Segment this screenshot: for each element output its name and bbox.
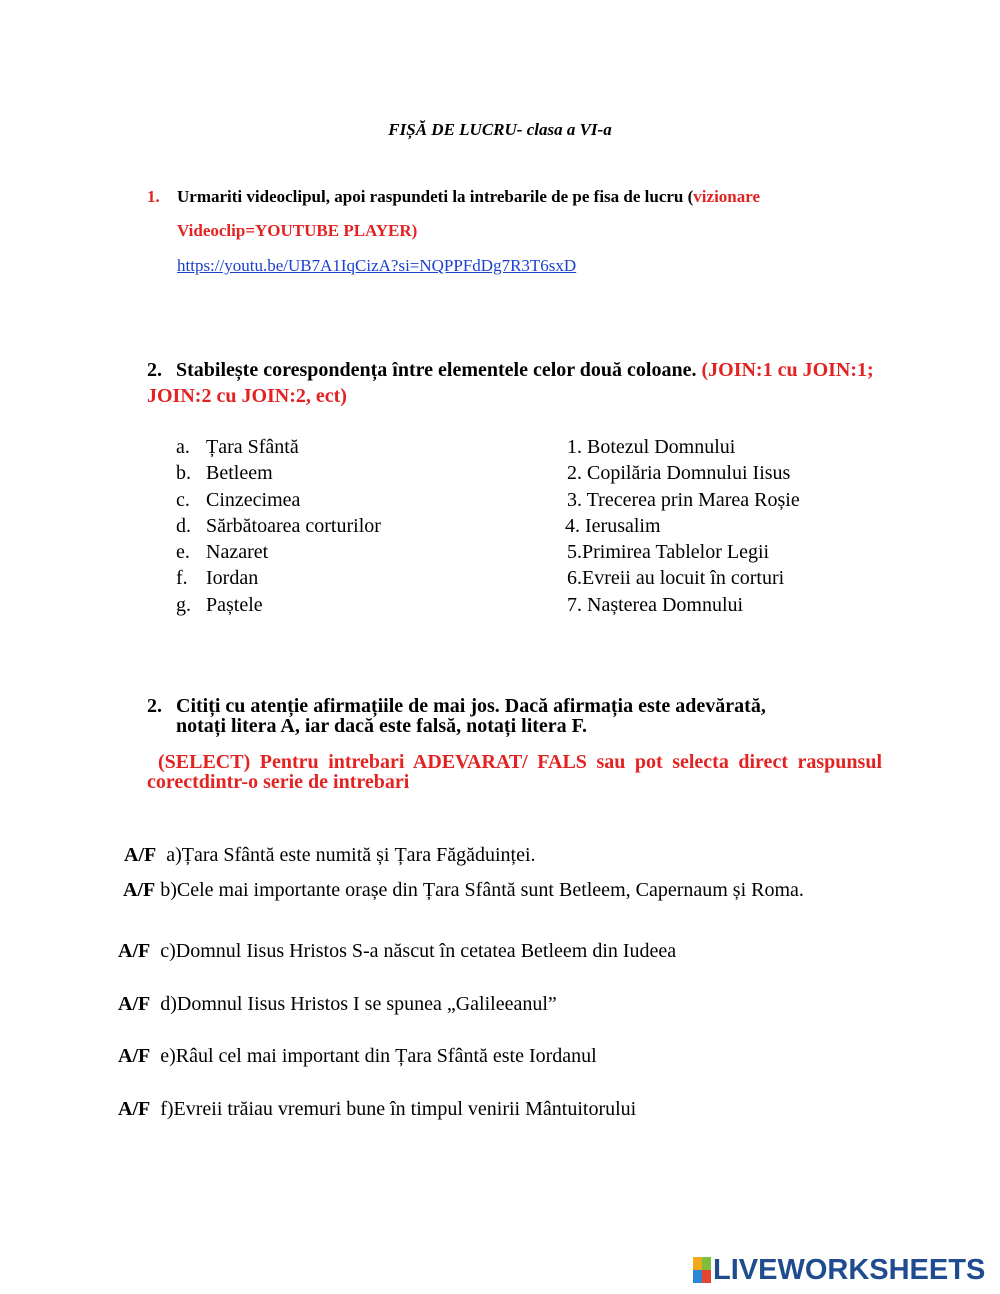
left-item-label: Sărbătoarea corturilor [206, 514, 381, 537]
left-column [176, 434, 381, 618]
question-3-number: 2. [147, 695, 162, 717]
right-column [567, 434, 800, 618]
left-item-letter: c. [176, 488, 190, 511]
select-note-text: (SELECT) Pentru intrebari ADEVARAT/ FALS sau pot selecta direct raspunsul corectdintr-o serie de intrebari [147, 751, 882, 793]
right-item-5[interactable]: 5.Primirea Tablelor Legii [567, 541, 770, 564]
statement-f [118, 1099, 636, 1119]
statement-text: e)Râul cel mai important din Țara Sfântă este Iordanul [160, 1045, 597, 1067]
left-item-label: Țara Sfântă [206, 436, 299, 458]
question-1-red-note: Videoclip=YOUTUBE PLAYER) [177, 221, 418, 240]
right-item-3[interactable]: 3. Trecerea prin Marea Roșie [567, 488, 800, 511]
left-item-letter: e. [176, 541, 190, 564]
statement-text: f)Evreii trăiau vremuri bune în timpul venirii Mântuitorului [160, 1098, 637, 1120]
question-1-instruction: Urmariti videoclipul, apoi raspundeti la intrebarile de pe fisa de lucru ( [177, 187, 694, 206]
statement-b [118, 880, 882, 900]
left-item-letter: d. [176, 514, 191, 537]
question-1-text [177, 187, 760, 207]
statement-d [118, 994, 557, 1014]
left-item-c[interactable] [176, 487, 381, 513]
left-item-a[interactable] [176, 434, 381, 460]
page-title: FIȘĂ DE LUCRU- clasa a VI-a [388, 120, 612, 139]
af-marker[interactable]: A/F [123, 879, 156, 901]
af-marker[interactable]: A/F [118, 993, 151, 1015]
af-marker[interactable]: A/F [118, 1098, 151, 1120]
right-item-1[interactable]: 1. Botezul Domnului [567, 436, 736, 458]
left-item-b[interactable] [176, 460, 381, 486]
statement-c [118, 941, 676, 961]
left-item-g[interactable] [176, 592, 381, 618]
left-item-d[interactable] [176, 513, 381, 539]
statement-e [118, 1046, 597, 1066]
af-marker[interactable]: A/F [118, 1045, 151, 1067]
statement-text: b)Cele mai importante orașe din Țara Sfântă sunt Betleem, Capernaum și Roma. [160, 879, 804, 901]
question-3-heading [147, 696, 882, 736]
video-link[interactable]: https://youtu.be/UB7A1IqCizA?si=NQPPFdDg7R3T6sxD [177, 256, 577, 275]
right-item-6[interactable]: 6.Evreii au locuit în corturi [567, 567, 785, 590]
right-item-7[interactable]: 7. Nașterea Domnului [567, 593, 744, 616]
left-item-letter: a. [176, 436, 190, 458]
question-3-line1: Citiți cu atenție afirmațiile de mai jos. Dacă afirmația este adevărată, [176, 695, 766, 717]
question-1-red-inline: vizionare [693, 187, 761, 206]
left-item-label: Iordan [206, 567, 259, 590]
question-1-number: 1. [147, 187, 160, 206]
right-item-4[interactable]: 4. Ierusalim [565, 514, 661, 537]
left-item-e[interactable] [176, 539, 381, 565]
right-item-2[interactable]: 2. Copilăria Domnului Iisus [567, 462, 791, 485]
liveworksheets-logo [693, 1254, 985, 1286]
left-item-letter: f. [176, 567, 188, 590]
liveworksheets-logo-text: LIVEWORKSHEETS [713, 1253, 986, 1286]
select-note [147, 752, 882, 792]
question-3-line2: notați litera A, iar dacă este falsă, notați litera F. [176, 715, 588, 737]
question-2-heading [147, 357, 887, 409]
statement-a [124, 845, 536, 865]
question-2-text: Stabilește corespondența între elementele celor două coloane. [176, 359, 697, 381]
left-item-label: Paștele [206, 593, 263, 616]
left-item-letter: b. [176, 462, 191, 485]
af-marker[interactable]: A/F [118, 940, 151, 962]
question-2-number: 2. [147, 359, 162, 381]
statement-text: d)Domnul Iisus Hristos I se spunea „Galileeanul” [160, 993, 557, 1015]
left-item-label: Betleem [206, 462, 273, 485]
statement-text: a)Țara Sfântă este numită și Țara Făgăduinței. [166, 844, 536, 866]
af-marker[interactable]: A/F [124, 844, 157, 866]
statement-text: c)Domnul Iisus Hristos S-a născut în cetatea Betleem din Iudeea [160, 940, 677, 962]
left-item-f[interactable] [176, 565, 381, 591]
left-item-label: Cinzecimea [206, 488, 301, 511]
left-item-label: Nazaret [206, 541, 269, 564]
liveworksheets-logo-icon [693, 1257, 711, 1283]
question-2-red-note: (JOIN:1 cu JOIN:1; JOIN:2 cu JOIN:2, ect) [147, 359, 874, 407]
left-item-letter: g. [176, 593, 191, 616]
